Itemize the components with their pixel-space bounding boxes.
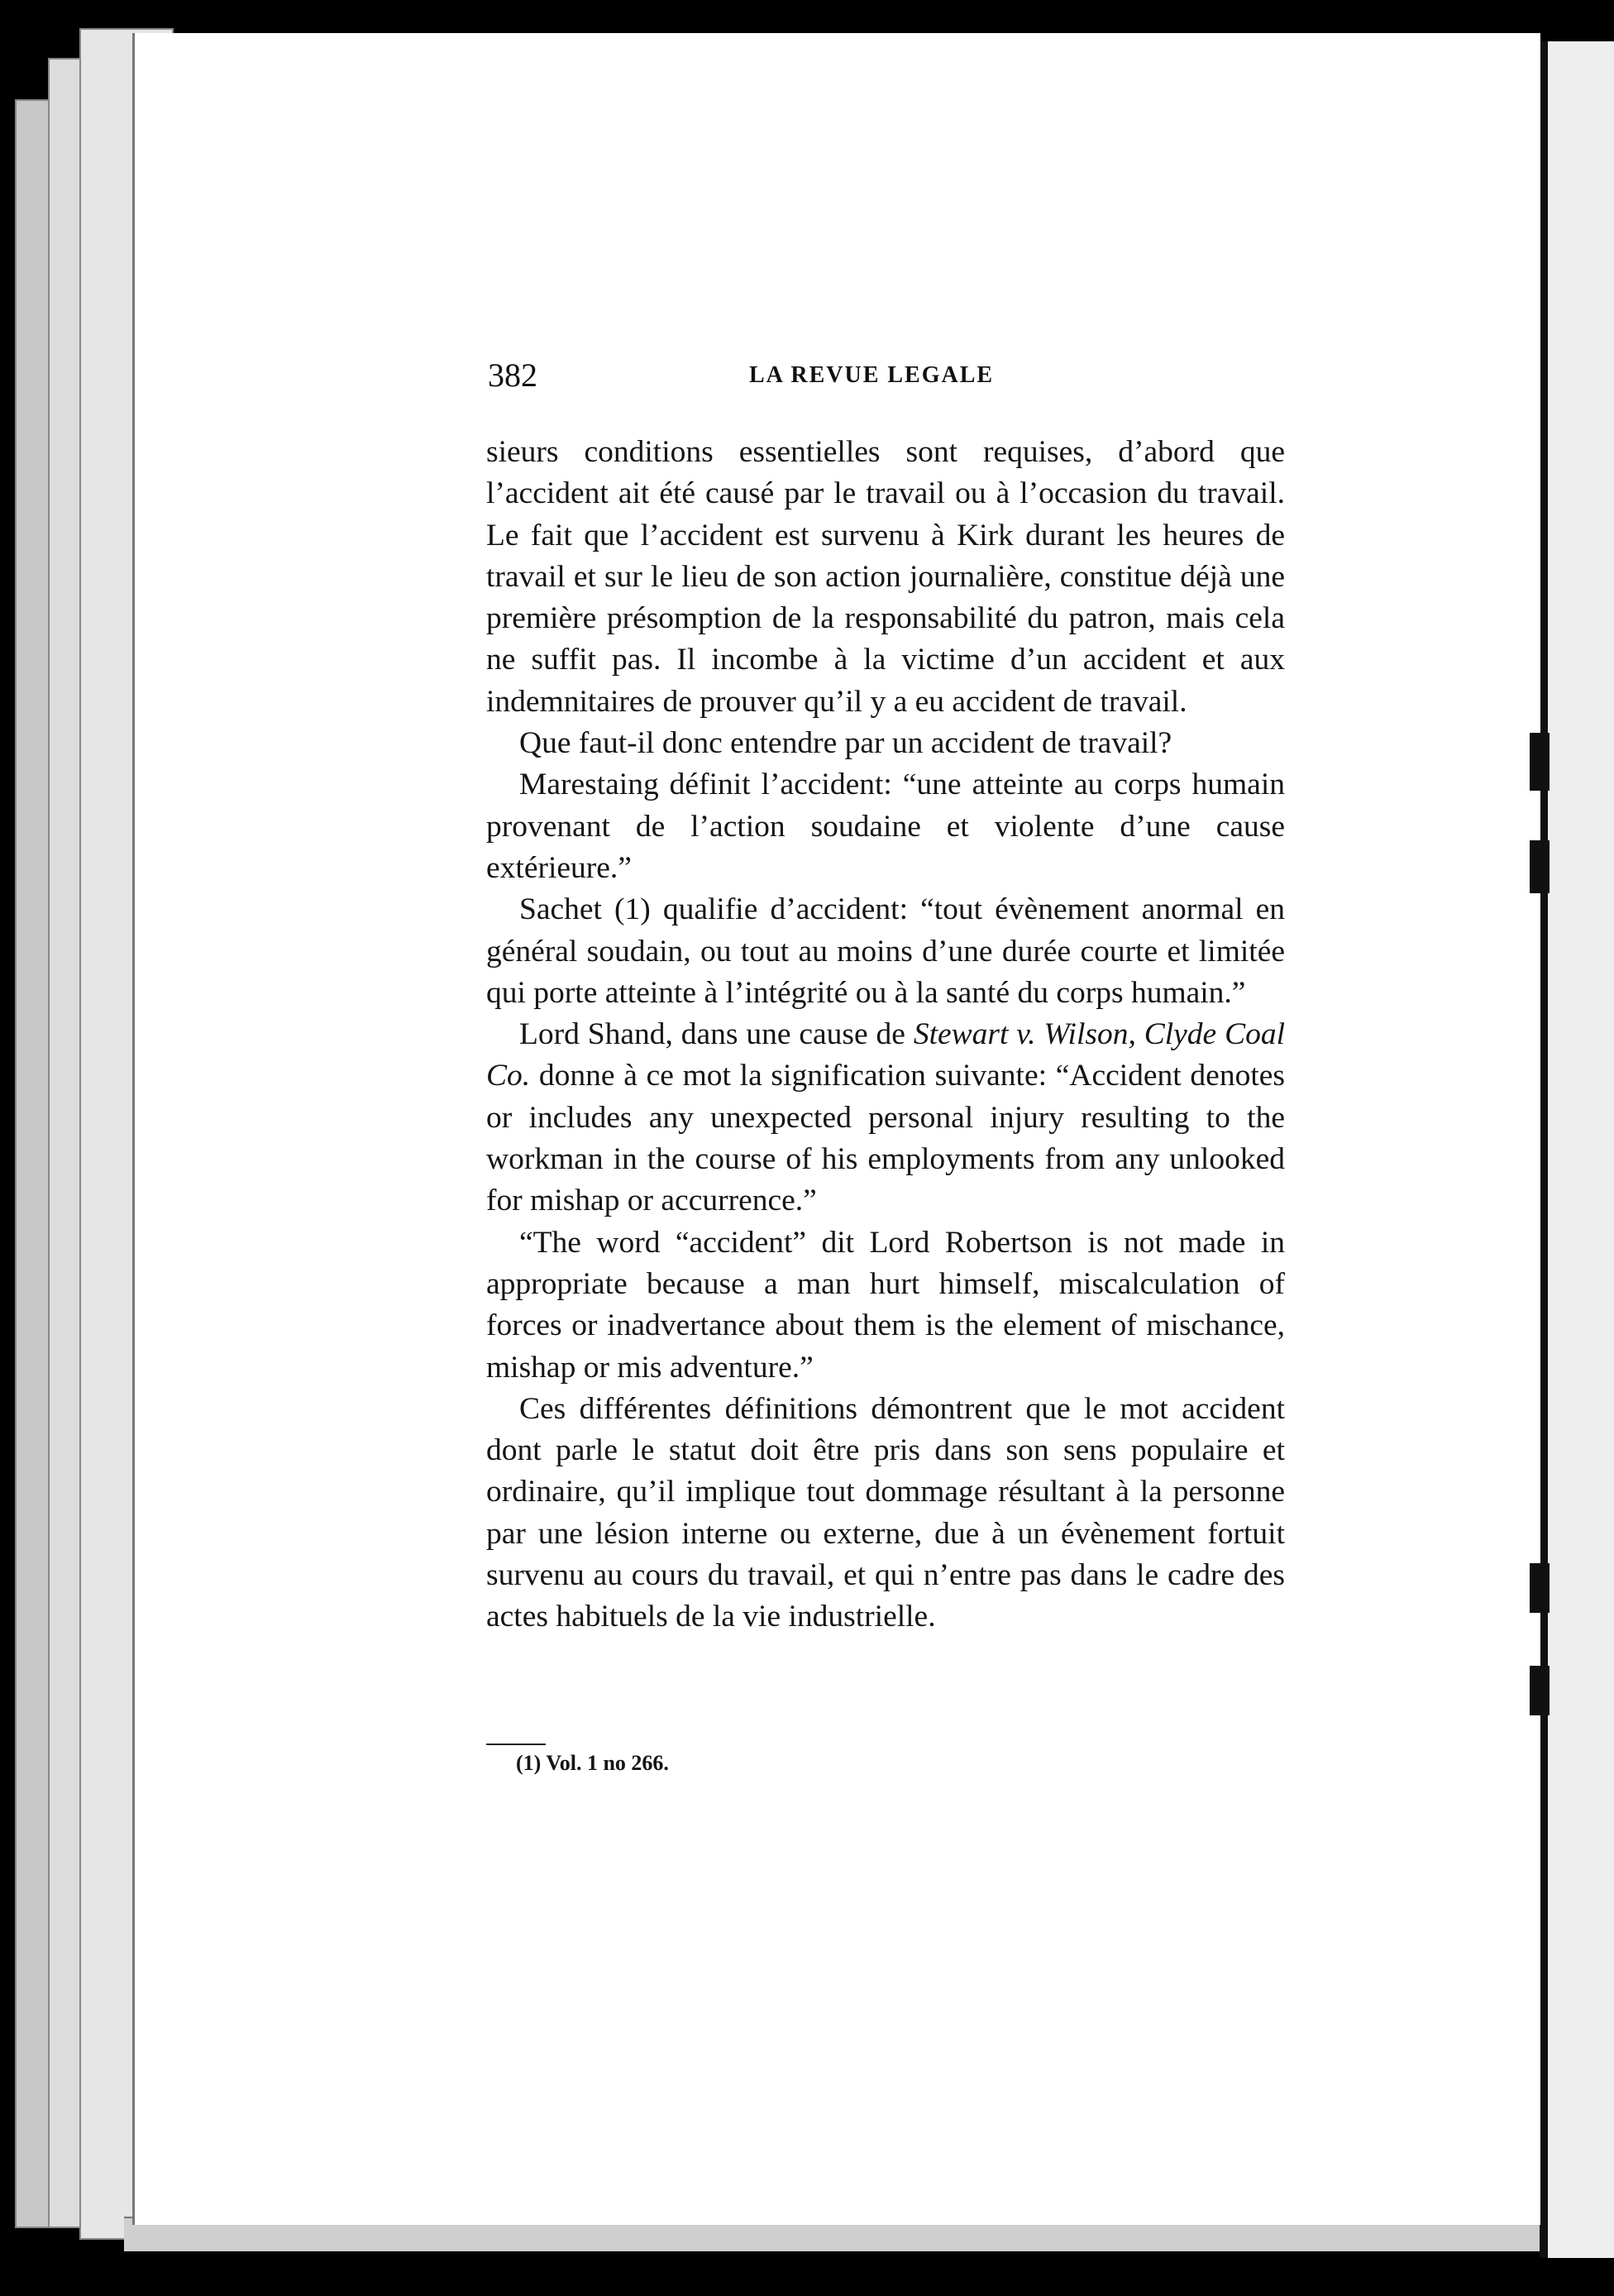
binding-tab — [1530, 840, 1550, 893]
footnote: (1) Vol. 1 no 266. — [516, 1751, 669, 1775]
adjacent-page-edge — [1540, 41, 1614, 2258]
paragraph: Que faut-il donc entendre par un accident de travail? — [519, 726, 1172, 761]
paragraph: “The word “accident” dit Lord Robertson is not made in appropriate because a man hurt himself, miscalculation of forces or inadvertance about them is the element of mischance, mishap or mis adventure.” — [486, 1225, 1285, 1385]
paragraph: Sachet (1) qualifie d’accident: “tout évènement anormal en général soudain, ou tout au moins d’une durée courte et limitée qui porte atteinte à l’intégrité ou à la santé du corps humain.” — [486, 892, 1285, 1010]
footnote-rule — [486, 1744, 546, 1745]
binding-tab — [1530, 1666, 1550, 1715]
binding-tab — [1530, 1563, 1550, 1613]
page-number: 382 — [488, 356, 537, 394]
paragraph: Ces différentes définitions démontrent que le mot accident dont parle le statut doit être pris dans son sens populaire et ordinaire, qu’il implique tout dommage résultant à la personne par une lésion interne ou externe, due à un évènement fortuit survenu au cours du travail, et qui n’entre pas dans le cadre des actes habituels de la vie industrielle. — [486, 1391, 1285, 1634]
text-span: donne à ce mot la signification suivante: “Accident denotes or includes any unexpected personal injury resulting to the workman in the course of his employments from any unlooked for mishap or accurrence.” — [486, 1059, 1285, 1218]
body-text — [486, 432, 1285, 1638]
journal-title: LA REVUE LEGALE — [749, 362, 995, 388]
case-name: Stewart v. Wilson, Clyde Coal Co. — [486, 1017, 1285, 1093]
binding-tab — [1530, 733, 1550, 791]
paragraph: sieurs conditions essentielles sont requises, d’abord que l’accident ait été causé par le travail ou à l’occasion du travail. Le fait que l’accident est survenu à Kirk durant les heures de travail et sur le lieu de son action journalière, constitue déjà une première présomption de la responsabilité du patron, mais cela ne suffit pas. Il incombe à la victime d’un accident et aux indemnitaires de prouver qu’il y a eu accident de travail. — [486, 435, 1285, 719]
text-span: Lord Shand, dans une cause de — [519, 1017, 914, 1052]
running-header — [488, 356, 1282, 397]
paragraph-lord-shand — [486, 1014, 1285, 1222]
paragraph: Marestaing définit l’accident: “une atteinte au corps humain provenant de l’action soudaine et violente d’une cause extérieure.” — [486, 768, 1285, 885]
